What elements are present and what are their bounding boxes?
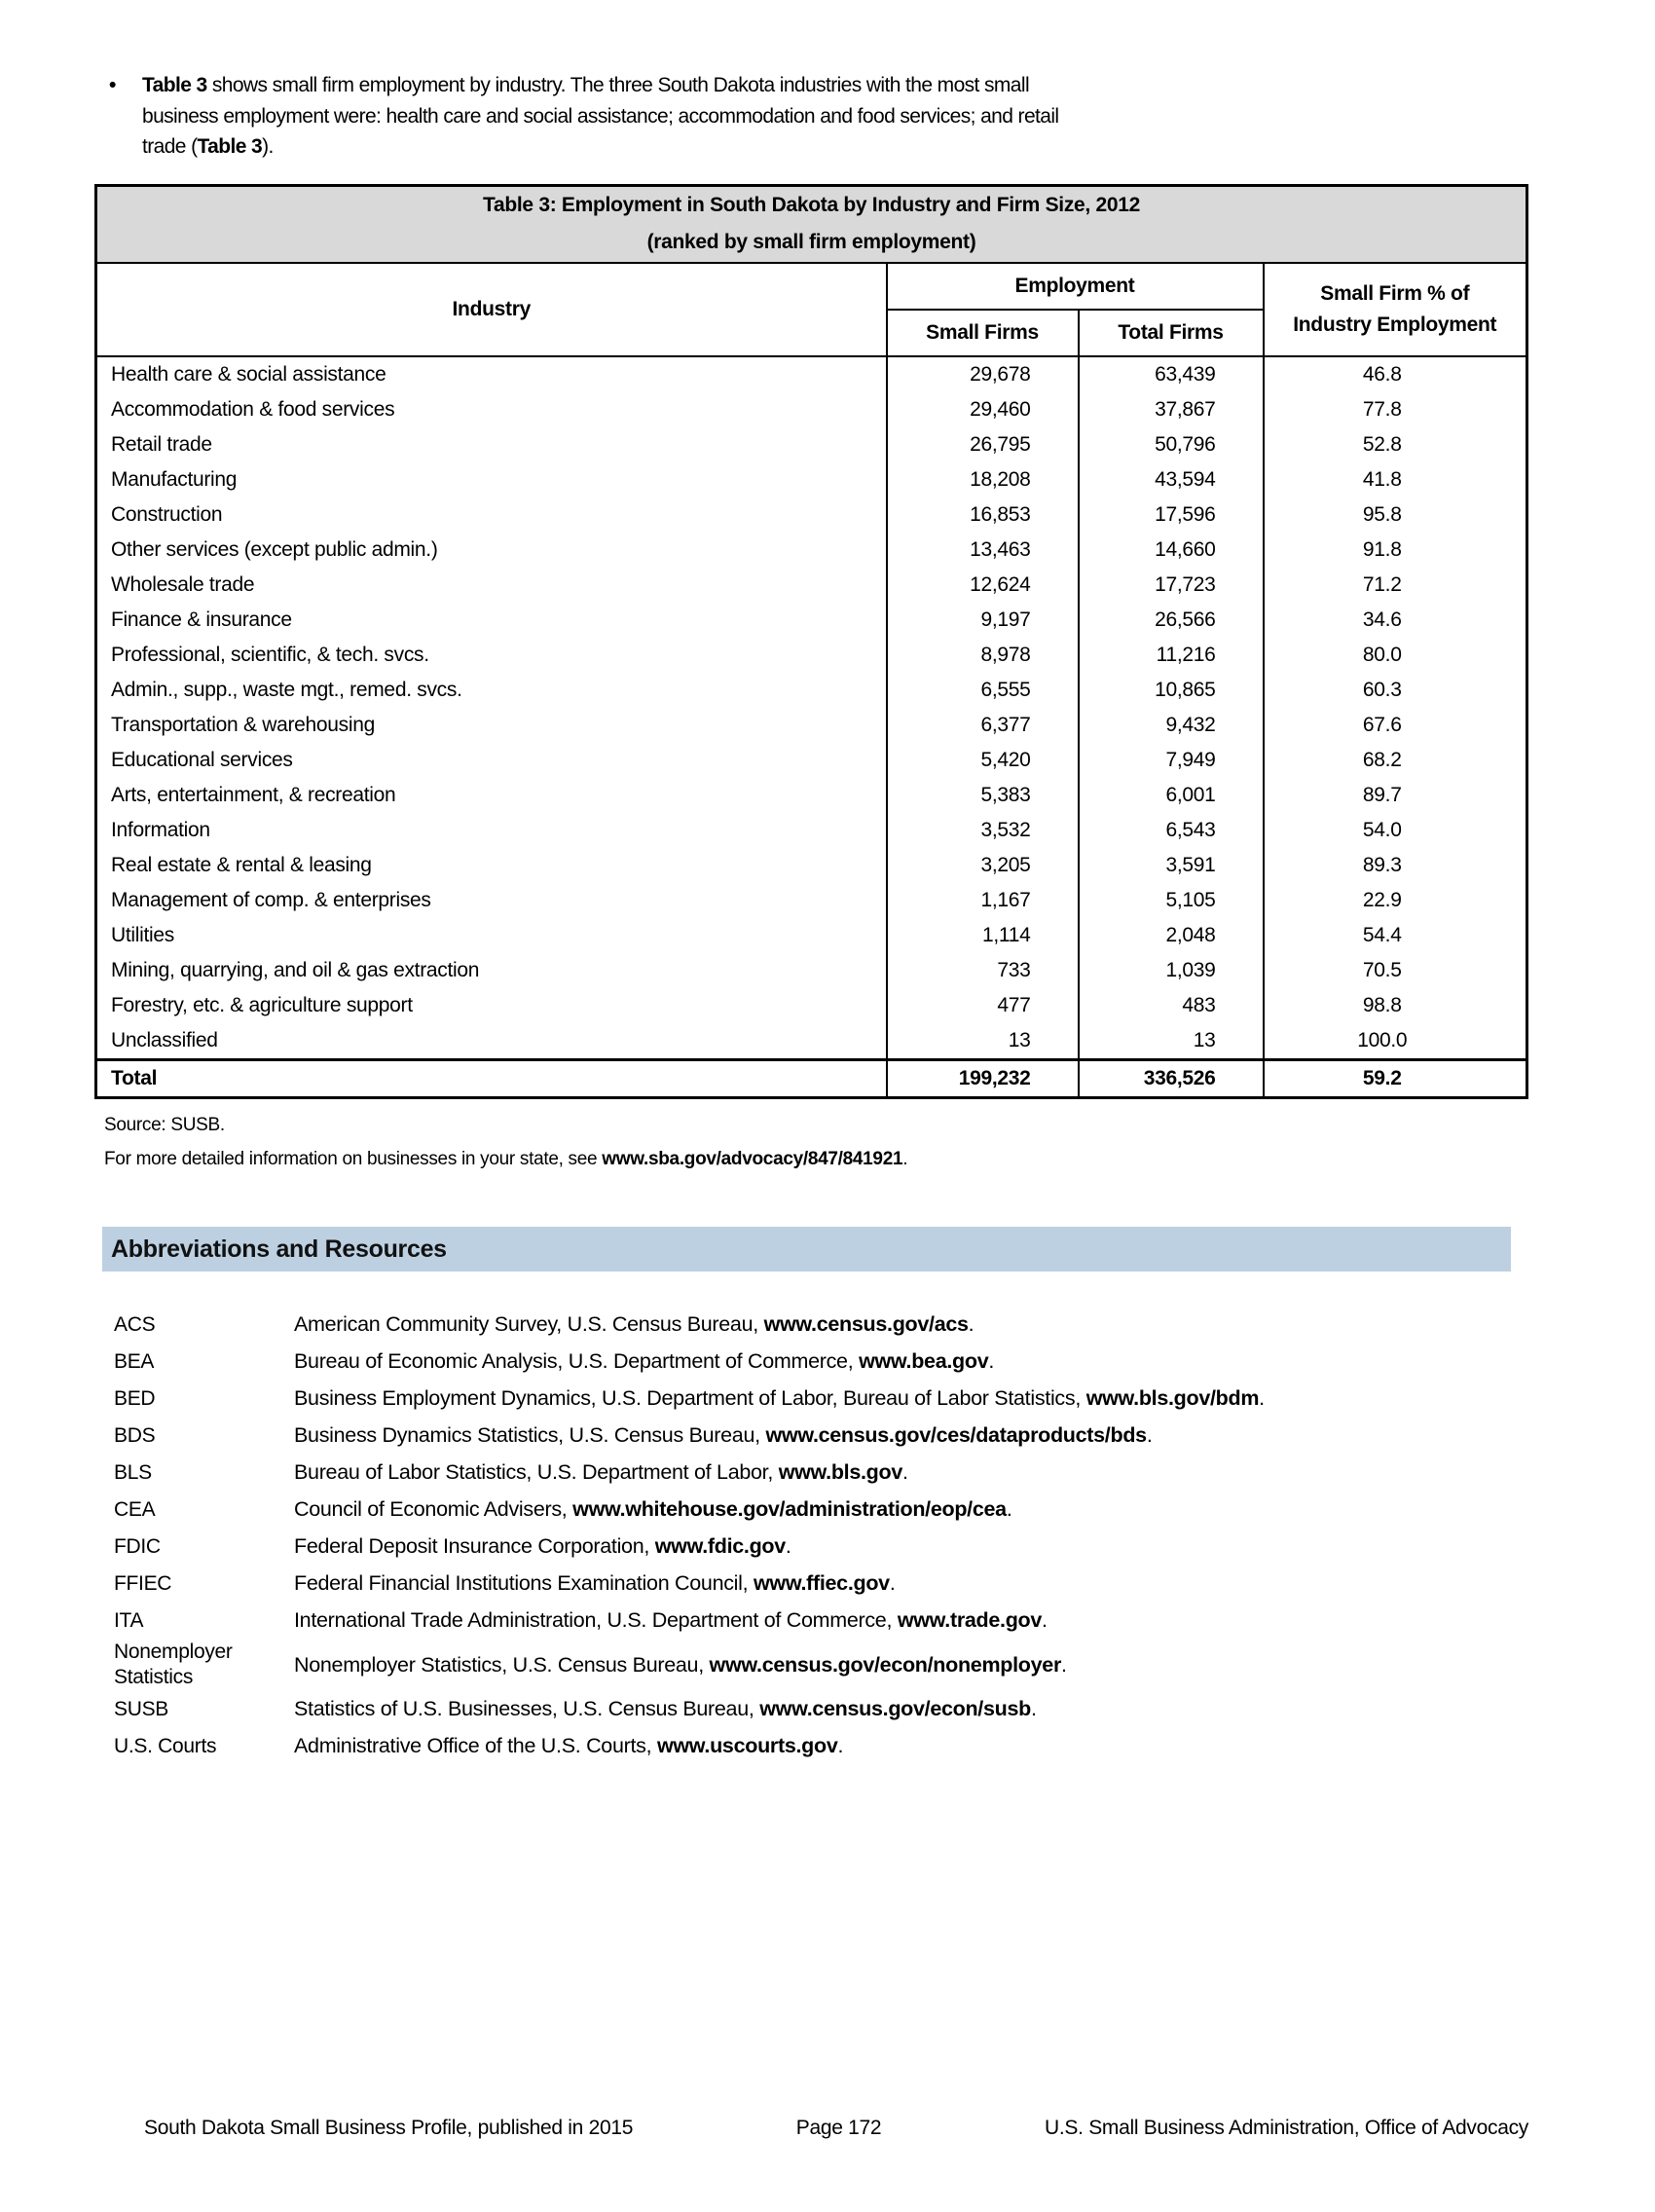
abbreviation-description bbox=[294, 1653, 1067, 1678]
industry-cell: Mining, quarrying, and oil & gas extraction bbox=[96, 953, 887, 988]
abbreviation-description-text: Federal Deposit Insurance Corporation, bbox=[294, 1533, 655, 1558]
table-row bbox=[96, 988, 1527, 1023]
resource-url[interactable]: www.ffiec.gov bbox=[753, 1570, 890, 1595]
industry-cell: Finance & insurance bbox=[96, 603, 887, 638]
total-firms-cell: 17,596 bbox=[1079, 498, 1264, 533]
abbreviation-label: BEA bbox=[114, 1349, 155, 1373]
column-header-employment-group: Employment bbox=[887, 263, 1264, 310]
resource-url[interactable]: www.census.gov/econ/nonemployer bbox=[709, 1652, 1062, 1677]
abbreviation-period: . bbox=[1259, 1385, 1265, 1410]
pct-cell: 71.2 bbox=[1264, 568, 1527, 603]
table-row bbox=[96, 638, 1527, 673]
small-firms-cell: 13 bbox=[887, 1023, 1079, 1060]
industry-cell: Real estate & rental & leasing bbox=[96, 848, 887, 883]
table-row bbox=[96, 603, 1527, 638]
table-row bbox=[96, 813, 1527, 848]
table-row bbox=[96, 427, 1527, 462]
total-firms-cell: 2,048 bbox=[1079, 918, 1264, 953]
abbreviation-description bbox=[294, 1312, 974, 1338]
abbreviation-description bbox=[294, 1534, 791, 1560]
pct-cell: 54.4 bbox=[1264, 918, 1527, 953]
table-row bbox=[96, 1023, 1527, 1060]
pct-cell: 41.8 bbox=[1264, 462, 1527, 498]
resource-url[interactable]: www.fdic.gov bbox=[654, 1533, 786, 1558]
abbreviation-description bbox=[294, 1571, 896, 1597]
bullet-text bbox=[142, 70, 1092, 163]
abbreviation-label: FFIEC bbox=[114, 1571, 172, 1595]
abbreviation-period: . bbox=[1042, 1607, 1048, 1632]
small-firms-cell: 3,205 bbox=[887, 848, 1079, 883]
resource-url[interactable]: www.bea.gov bbox=[859, 1348, 989, 1373]
small-firms-cell: 733 bbox=[887, 953, 1079, 988]
industry-cell: Admin., supp., waste mgt., remed. svcs. bbox=[96, 673, 887, 708]
small-firms-cell: 6,377 bbox=[887, 708, 1079, 743]
abbreviation-item bbox=[114, 1492, 1516, 1528]
total-firms-cell: 9,432 bbox=[1079, 708, 1264, 743]
abbreviation-description-text: Statistics of U.S. Businesses, U.S. Census Bureau, bbox=[294, 1697, 760, 1721]
abbreviation-item bbox=[114, 1729, 1516, 1765]
abbreviation-description-text: Bureau of Economic Analysis, U.S. Department of Commerce, bbox=[294, 1348, 860, 1373]
footer-page-number: Page 172 bbox=[795, 2117, 882, 2139]
sba-advocacy-url[interactable]: www.sba.gov/advocacy/847/841921 bbox=[602, 1149, 903, 1170]
abbreviation-period: . bbox=[1006, 1496, 1012, 1521]
industry-cell: Accommodation & food services bbox=[96, 392, 887, 427]
abbreviation-item bbox=[114, 1566, 1516, 1602]
document-page bbox=[0, 70, 1655, 2139]
total-firms-cell: 13 bbox=[1079, 1023, 1264, 1060]
small-firms-cell: 5,383 bbox=[887, 778, 1079, 813]
pct-cell: 52.8 bbox=[1264, 427, 1527, 462]
abbreviation-label: Nonemployer Statistics bbox=[114, 1641, 233, 1689]
column-header-small-firm-pct bbox=[1264, 263, 1527, 356]
industry-cell: Wholesale trade bbox=[96, 568, 887, 603]
resource-url[interactable]: www.census.gov/acs bbox=[763, 1311, 969, 1336]
abbreviation-label: BLS bbox=[114, 1460, 152, 1484]
column-header-industry: Industry bbox=[96, 263, 887, 356]
abbreviation-period: . bbox=[1146, 1422, 1153, 1447]
industry-cell: Information bbox=[96, 813, 887, 848]
table-row bbox=[96, 848, 1527, 883]
abbreviation-description-text: Council of Economic Advisers, bbox=[294, 1496, 573, 1521]
industry-cell: Unclassified bbox=[96, 1023, 887, 1060]
abbreviation-description bbox=[294, 1608, 1048, 1634]
industry-cell: Forestry, etc. & agriculture support bbox=[96, 988, 887, 1023]
pct-cell: 100.0 bbox=[1264, 1023, 1527, 1060]
total-firms-cell: 5,105 bbox=[1079, 883, 1264, 918]
total-firms-cell: 50,796 bbox=[1079, 427, 1264, 462]
abbreviation-description-text: Business Employment Dynamics, U.S. Department of Labor, Bureau of Labor Statistics, bbox=[294, 1385, 1086, 1410]
pct-cell: 98.8 bbox=[1264, 988, 1527, 1023]
pct-cell: 54.0 bbox=[1264, 813, 1527, 848]
table-title-line2: (ranked by small firm employment) bbox=[646, 231, 976, 254]
industry-cell: Utilities bbox=[96, 918, 887, 953]
abbreviation-description bbox=[294, 1697, 1037, 1722]
table-title-line1: Table 3: Employment in South Dakota by Industry and Firm Size, 2012 bbox=[483, 193, 1140, 216]
small-firms-cell: 12,624 bbox=[887, 568, 1079, 603]
pct-cell: 68.2 bbox=[1264, 743, 1527, 778]
industry-cell: Management of comp. & enterprises bbox=[96, 883, 887, 918]
abbreviation-item bbox=[114, 1692, 1516, 1728]
abbreviations-section-header bbox=[102, 1227, 1511, 1272]
abbreviation-period: . bbox=[968, 1311, 975, 1336]
abbreviation-period: . bbox=[902, 1459, 908, 1484]
bullet-bold-table-ref: Table 3 bbox=[197, 135, 263, 158]
pct-cell: 80.0 bbox=[1264, 638, 1527, 673]
total-firms-cell: 1,039 bbox=[1079, 953, 1264, 988]
abbreviation-label: BDS bbox=[114, 1423, 156, 1447]
small-firms-cell: 477 bbox=[887, 988, 1079, 1023]
resource-url[interactable]: www.trade.gov bbox=[897, 1607, 1043, 1632]
resource-url[interactable]: www.census.gov/econ/susb bbox=[759, 1697, 1031, 1721]
abbreviation-description bbox=[294, 1349, 994, 1375]
industry-cell: Arts, entertainment, & recreation bbox=[96, 778, 887, 813]
abbreviation-label: FDIC bbox=[114, 1534, 161, 1558]
bullet-close-text: ). bbox=[262, 135, 274, 158]
table-row bbox=[96, 708, 1527, 743]
abbreviation-description-text: American Community Survey, U.S. Census Bureau, bbox=[294, 1311, 764, 1336]
small-firms-cell: 13,463 bbox=[887, 533, 1079, 568]
table-row bbox=[96, 356, 1527, 392]
abbreviation-label: SUSB bbox=[114, 1698, 168, 1721]
total-firms-cell: 483 bbox=[1079, 988, 1264, 1023]
more-info-period: . bbox=[902, 1149, 908, 1170]
small-firms-cell: 16,853 bbox=[887, 498, 1079, 533]
more-info-text: For more detailed information on businesses in your state, see bbox=[104, 1149, 603, 1170]
abbreviation-description-text: Bureau of Labor Statistics, U.S. Department of Labor, bbox=[294, 1459, 779, 1484]
table-row bbox=[96, 778, 1527, 813]
total-firms-cell: 7,949 bbox=[1079, 743, 1264, 778]
abbreviation-period: . bbox=[988, 1348, 995, 1373]
resource-url[interactable]: www.census.gov/ces/dataproducts/bds bbox=[765, 1422, 1147, 1447]
industry-cell: Other services (except public admin.) bbox=[96, 533, 887, 568]
column-header-small-firms: Small Firms bbox=[887, 310, 1079, 356]
abbreviation-item bbox=[114, 1455, 1516, 1491]
pct-cell: 67.6 bbox=[1264, 708, 1527, 743]
small-firms-cell: 9,197 bbox=[887, 603, 1079, 638]
abbreviation-label: U.S. Courts bbox=[114, 1735, 217, 1758]
resource-url[interactable]: www.whitehouse.gov/administration/eop/cea bbox=[572, 1496, 1007, 1521]
abbreviation-label: ACS bbox=[114, 1312, 156, 1336]
abbreviation-item bbox=[114, 1529, 1516, 1565]
total-firms-cell: 37,867 bbox=[1079, 392, 1264, 427]
pct-cell: 95.8 bbox=[1264, 498, 1527, 533]
pct-header-line2: Industry Employment bbox=[1293, 313, 1497, 337]
employment-by-industry-table bbox=[94, 184, 1528, 1100]
industry-cell: Retail trade bbox=[96, 427, 887, 462]
abbreviation-period: . bbox=[837, 1734, 844, 1758]
table-row bbox=[96, 392, 1527, 427]
pct-cell: 60.3 bbox=[1264, 673, 1527, 708]
abbreviations-list bbox=[114, 1307, 1516, 1765]
total-firms-cell: 63,439 bbox=[1079, 356, 1264, 392]
pct-cell: 91.8 bbox=[1264, 533, 1527, 568]
small-firms-cell: 29,460 bbox=[887, 392, 1079, 427]
abbreviation-description-text: Federal Financial Institutions Examination Council, bbox=[294, 1570, 754, 1595]
total-firms-cell: 43,594 bbox=[1079, 462, 1264, 498]
footer-document-title: South Dakota Small Business Profile, published in 2015 bbox=[144, 2117, 634, 2139]
total-firms-cell: 6,001 bbox=[1079, 778, 1264, 813]
total-total-firms-cell: 336,526 bbox=[1079, 1060, 1264, 1098]
industry-cell: Professional, scientific, & tech. svcs. bbox=[96, 638, 887, 673]
small-firms-cell: 6,555 bbox=[887, 673, 1079, 708]
table-row bbox=[96, 918, 1527, 953]
total-firms-cell: 11,216 bbox=[1079, 638, 1264, 673]
abbreviation-label: CEA bbox=[114, 1497, 156, 1521]
total-firms-cell: 17,723 bbox=[1079, 568, 1264, 603]
resource-url[interactable]: www.uscourts.gov bbox=[656, 1734, 838, 1758]
pct-cell: 46.8 bbox=[1264, 356, 1527, 392]
pct-cell: 70.5 bbox=[1264, 953, 1527, 988]
small-firms-cell: 29,678 bbox=[887, 356, 1079, 392]
total-row bbox=[96, 1060, 1527, 1098]
abbreviation-description bbox=[294, 1734, 843, 1759]
table-row bbox=[96, 953, 1527, 988]
abbreviation-item bbox=[114, 1307, 1516, 1343]
small-firms-cell: 8,978 bbox=[887, 638, 1079, 673]
industry-cell: Educational services bbox=[96, 743, 887, 778]
abbreviation-item bbox=[114, 1381, 1516, 1417]
bullet-icon: • bbox=[109, 74, 117, 96]
small-firms-cell: 26,795 bbox=[887, 427, 1079, 462]
abbreviation-description-text: International Trade Administration, U.S. Department of Commerce, bbox=[294, 1607, 898, 1632]
abbreviation-label: ITA bbox=[114, 1608, 144, 1632]
table-row bbox=[96, 743, 1527, 778]
total-firms-cell: 26,566 bbox=[1079, 603, 1264, 638]
pct-cell: 34.6 bbox=[1264, 603, 1527, 638]
more-info-note bbox=[104, 1149, 1655, 1170]
abbreviation-period: . bbox=[785, 1533, 791, 1558]
abbreviation-description bbox=[294, 1497, 1012, 1523]
column-header-total-firms: Total Firms bbox=[1079, 310, 1264, 356]
table-row bbox=[96, 462, 1527, 498]
abbreviation-item bbox=[114, 1603, 1516, 1639]
table-row bbox=[96, 673, 1527, 708]
total-small-firms-cell: 199,232 bbox=[887, 1060, 1079, 1098]
resource-url[interactable]: www.bls.gov bbox=[778, 1459, 902, 1484]
resource-url[interactable]: www.bls.gov/bdm bbox=[1085, 1385, 1260, 1410]
section-heading: Abbreviations and Resources bbox=[111, 1235, 447, 1263]
abbreviation-description-text: Nonemployer Statistics, U.S. Census Bureau, bbox=[294, 1652, 710, 1677]
pct-cell: 22.9 bbox=[1264, 883, 1527, 918]
table-row bbox=[96, 883, 1527, 918]
abbreviation-description-text: Administrative Office of the U.S. Courts, bbox=[294, 1734, 657, 1758]
industry-cell: Construction bbox=[96, 498, 887, 533]
small-firms-cell: 3,532 bbox=[887, 813, 1079, 848]
abbreviation-description-text: Business Dynamics Statistics, U.S. Census Bureau, bbox=[294, 1422, 766, 1447]
small-firms-cell: 1,114 bbox=[887, 918, 1079, 953]
industry-cell: Health care & social assistance bbox=[96, 356, 887, 392]
abbreviation-description bbox=[294, 1386, 1265, 1412]
pct-cell: 77.8 bbox=[1264, 392, 1527, 427]
pct-cell: 89.3 bbox=[1264, 848, 1527, 883]
table-row bbox=[96, 533, 1527, 568]
total-pct-cell: 59.2 bbox=[1264, 1060, 1527, 1098]
abbreviation-description bbox=[294, 1460, 908, 1486]
abbreviation-period: . bbox=[1030, 1697, 1037, 1721]
abbreviation-period: . bbox=[889, 1570, 896, 1595]
pct-cell: 89.7 bbox=[1264, 778, 1527, 813]
summary-bullet bbox=[109, 70, 1092, 163]
table-row bbox=[96, 498, 1527, 533]
table-row bbox=[96, 568, 1527, 603]
industry-cell: Transportation & warehousing bbox=[96, 708, 887, 743]
abbreviation-description bbox=[294, 1423, 1153, 1449]
total-firms-cell: 6,543 bbox=[1079, 813, 1264, 848]
total-firms-cell: 14,660 bbox=[1079, 533, 1264, 568]
bullet-body-text: shows small firm employment by industry. The three South Dakota industries with the most small business employment were: health care and social assistance; accommodation and food services; and retail trade ( bbox=[142, 74, 1059, 158]
pct-header-line1: Small Firm % of bbox=[1320, 281, 1470, 305]
bullet-bold-lead: Table 3 bbox=[142, 74, 207, 96]
total-label-cell: Total bbox=[96, 1060, 887, 1098]
footer-publisher: U.S. Small Business Administration, Office of Advocacy bbox=[1045, 2117, 1528, 2139]
source-note: Source: SUSB. bbox=[104, 1115, 225, 1136]
abbreviation-item bbox=[114, 1418, 1516, 1454]
industry-cell: Manufacturing bbox=[96, 462, 887, 498]
abbreviation-label: BED bbox=[114, 1386, 156, 1410]
total-firms-cell: 10,865 bbox=[1079, 673, 1264, 708]
small-firms-cell: 1,167 bbox=[887, 883, 1079, 918]
small-firms-cell: 18,208 bbox=[887, 462, 1079, 498]
abbreviation-period: . bbox=[1061, 1652, 1067, 1677]
abbreviation-item bbox=[114, 1640, 1516, 1691]
table-title bbox=[96, 185, 1527, 263]
small-firms-cell: 5,420 bbox=[887, 743, 1079, 778]
total-firms-cell: 3,591 bbox=[1079, 848, 1264, 883]
page-footer bbox=[144, 2117, 1528, 2140]
abbreviation-item bbox=[114, 1344, 1516, 1380]
